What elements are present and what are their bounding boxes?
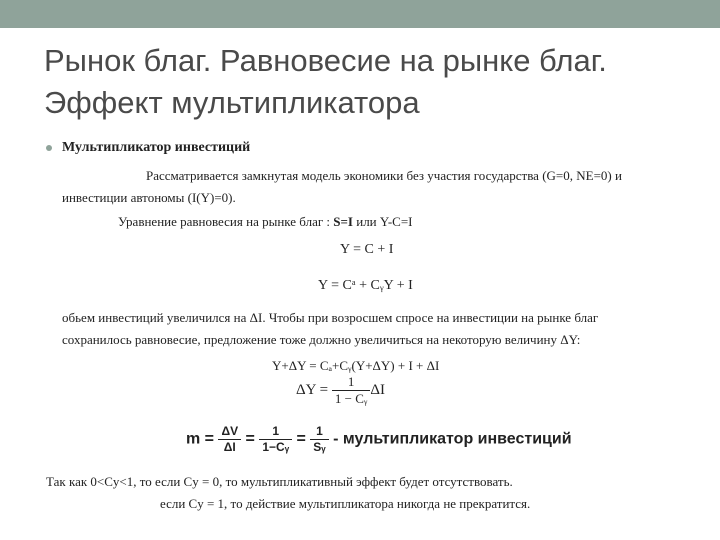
delta-y-lhs: ΔY = bbox=[296, 381, 332, 398]
multiplier-description: - мультипликатор инвестиций bbox=[328, 430, 572, 448]
equilibrium-equation-label bbox=[118, 214, 413, 230]
fraction-2-denominator: 1−Cᵧ bbox=[262, 440, 290, 454]
multiplier-lhs: m = bbox=[186, 430, 219, 448]
fraction-2-numerator: 1 bbox=[259, 424, 292, 440]
delta-y-formula bbox=[296, 374, 385, 407]
equilibrium-label-text: Уравнение равновесия на рынке благ : bbox=[118, 214, 334, 229]
title-line-1: Рынок благ. Равновесие на рынке благ. bbox=[44, 43, 607, 78]
slide-title bbox=[44, 40, 684, 124]
paragraph-2-line-1: обьем инвестиций увеличился на ΔI. Чтобы при возросшем спросе на инвестиции на рынке благ bbox=[62, 310, 599, 325]
equation-3: Y+ΔY = Cₐ+Cᵧ(Y+ΔY) + I + ΔI bbox=[272, 358, 440, 373]
equation-1: Y = C + I bbox=[340, 242, 394, 257]
equals-sign-2: = bbox=[292, 430, 311, 448]
note-line-2: если Cy = 1, то действие мультипликатора никогда не прекратится. bbox=[160, 496, 531, 511]
paragraph-2-line-2: сохранилось равновесие, предложение тоже должно увеличиться на некоторую величину ΔY: bbox=[62, 332, 581, 347]
multiplier-fraction-1 bbox=[218, 424, 241, 455]
delta-y-denominator: 1 − Cᵧ bbox=[334, 391, 368, 406]
bullet-icon bbox=[46, 145, 52, 151]
paragraph-1-line-2: инвестиции автономы (I(Y)=0). bbox=[62, 190, 236, 205]
equilibrium-label-rest: или Y-C=I bbox=[352, 214, 413, 229]
equals-sign-1: = bbox=[241, 430, 260, 448]
top-bar bbox=[0, 0, 720, 28]
section-heading: Мультипликатор инвестиций bbox=[62, 140, 251, 155]
fraction-1-numerator: ΔV bbox=[218, 424, 241, 440]
fraction-3-denominator: Sᵧ bbox=[313, 440, 326, 454]
multiplier-formula bbox=[186, 424, 572, 455]
title-line-2: Эффект мультипликатора bbox=[44, 85, 420, 120]
note-line-1: Так как 0<Cy<1, то если Cy = 0, то мультипликативный эффект будет отсутствовать. bbox=[46, 474, 513, 489]
equilibrium-label-bold: S=I bbox=[333, 214, 353, 229]
paragraph-1-line-1: Рассматривается замкнутая модель экономики без участия государства (G=0, NE=0) и bbox=[146, 168, 622, 183]
delta-y-rhs: ΔI bbox=[370, 381, 385, 398]
fraction-3-numerator: 1 bbox=[310, 424, 328, 440]
equation-2: Y = Cᵃ + CᵧY + I bbox=[318, 278, 413, 293]
delta-y-fraction bbox=[332, 374, 370, 407]
multiplier-fraction-3 bbox=[310, 424, 328, 455]
multiplier-fraction-2 bbox=[259, 424, 292, 455]
delta-y-numerator: 1 bbox=[332, 374, 370, 391]
fraction-1-denominator: ΔI bbox=[223, 440, 236, 454]
